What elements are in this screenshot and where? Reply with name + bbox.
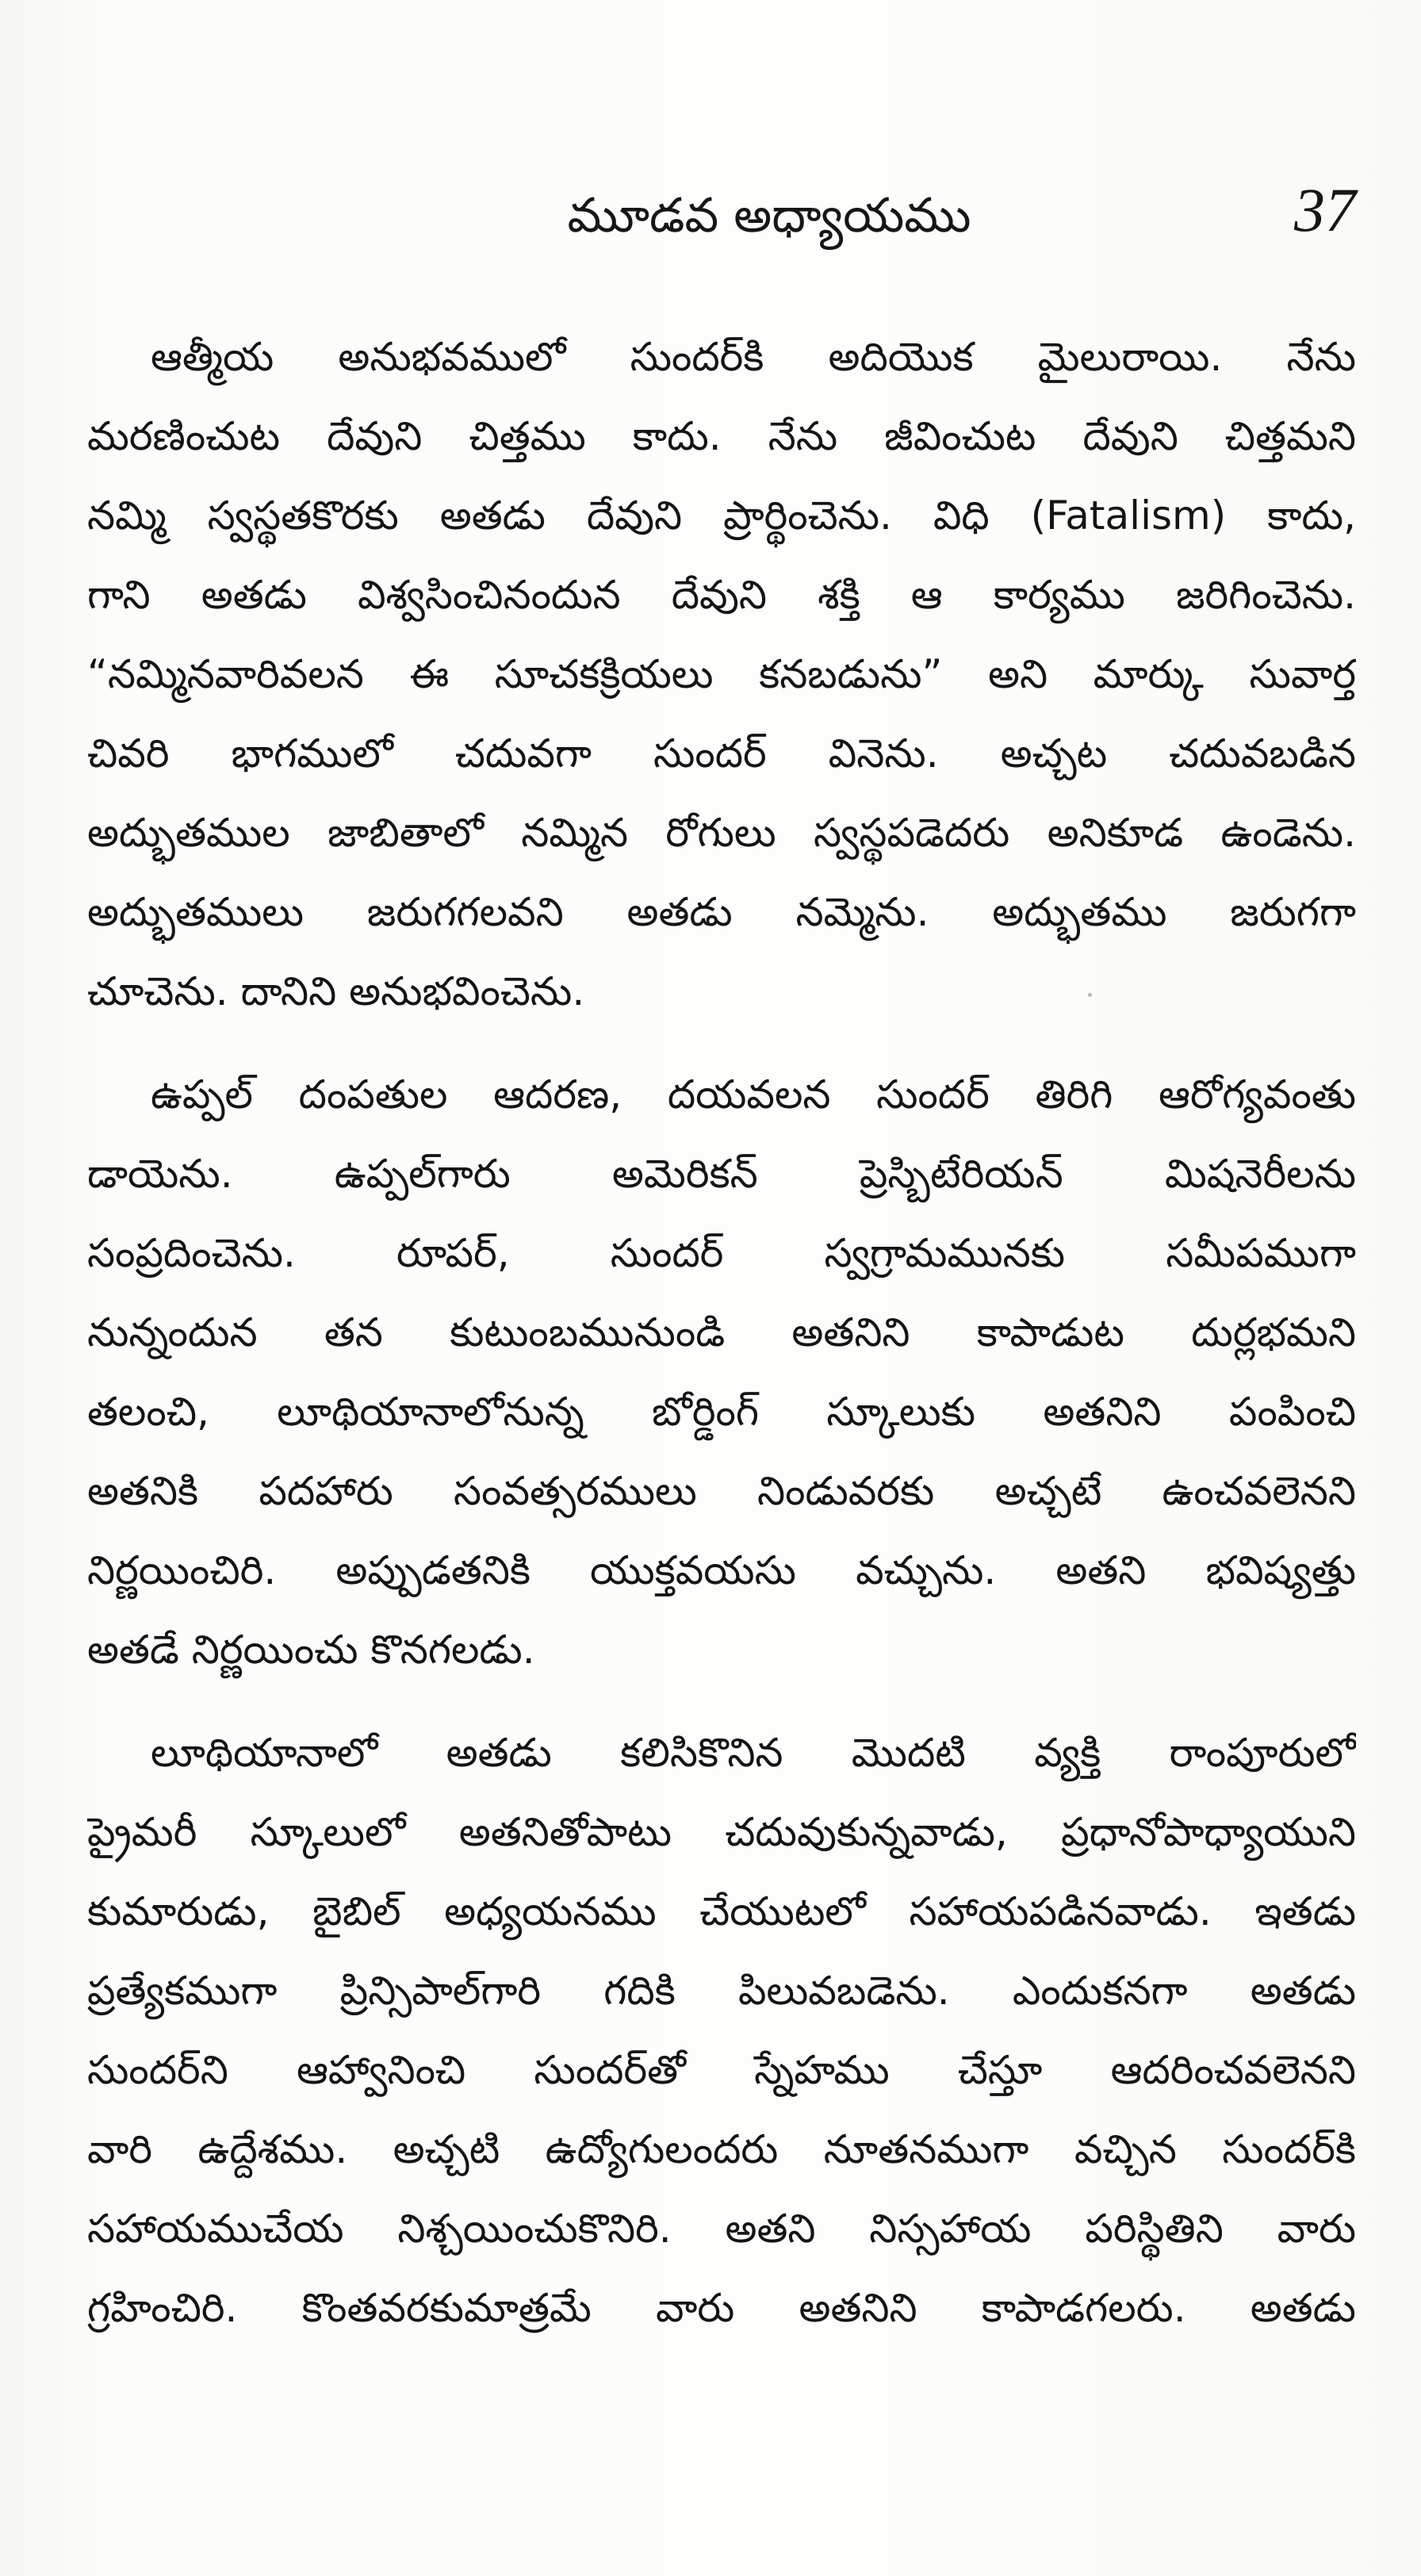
paragraph-1 [87,317,1356,1031]
paragraph-3 [87,1713,1356,2348]
text-line: చివరి భాగములో చదువగా సుందర్ వినెను. అచ్చట చదువబడిన [87,730,1356,776]
text-line: వారి ఉద్దేశము. అచ్చటి ఉద్యోగులందరు నూతనముగా వచ్చిన సుందర్‌కి [87,2126,1356,2172]
text-line: నమ్మి స్వస్థతకొరకు అతడు దేవుని ప్రార్థించెను. విధి (Fatalism) కాదు, [87,493,1356,539]
text-line: సుందర్‌ని ఆహ్వానించి సుందర్‌తో స్నేహము చేస్తూ ఆదరించవలెనని [87,2047,1356,2093]
text-line: అతడే నిర్ణయించు కొనగలడు. [87,1627,535,1673]
text-line: అతనికి పదహారు సంవత్సరములు నిండువరకు అచ్చటే ఉంచవలెనని [87,1468,1356,1514]
text-line: అద్భుతములు జరుగగలవని అతడు నమ్మెను. అద్భుతము జరుగగా [87,889,1356,935]
text-line: గ్రహించిరి. కొంతవరకుమాత్రమే వారు అతనిని కాపాడగలరు. అతడు [87,2285,1356,2331]
chapter-title: మూడవ అధ్యాయము [567,188,971,243]
text-line: ప్రైమరీ స్కూలులో అతనితోపాటు చదువుకున్నవాడు, ప్రధానోపాధ్యాయుని [87,1809,1356,1855]
text-line: “నమ్మినవారివలన ఈ సూచకక్రియలు కనబడును” అని మార్కు సువార్త [87,651,1356,697]
text-line: చూచెను. దానిని అనుభవించెను. [87,968,585,1014]
paper-speck [1088,993,1092,997]
text-line: నిర్ణయించిరి. అప్పుడతనికి యుక్తవయసు వచ్చును. అతని భవిష్యత్తు [87,1547,1356,1593]
text-line: ఉప్పల్ దంపతుల ఆదరణ, దయవలన సుందర్ తిరిగి ఆరోగ్యవంతు [151,1071,1356,1117]
running-header [87,171,1356,258]
text-line: లూథియానాలో అతడు కలిసికొనిన మొదటి వ్యక్తి రాంపూరులో [151,1730,1356,1776]
text-line: ప్రత్యేకముగా ప్రిన్సిపాల్‌గారి గదికి పిలువబడెను. ఎందుకనగా అతడు [87,1968,1356,2014]
body-text [87,317,1356,2371]
text-line: తలంచి, లూథియానాలోనున్న బోర్డింగ్ స్కూలుకు అతనిని పంపించి [87,1389,1356,1435]
paragraph-2 [87,1055,1356,1689]
text-line: గాని అతడు విశ్వసించినందున దేవుని శక్తి ఆ కార్యము జరిగించెను. [87,572,1356,618]
text-line: సహాయముచేయ నిశ్చయించుకొనిరి. అతని నిస్సహాయ పరిస్థితిని వారు [87,2206,1356,2252]
text-line: మరణించుట దేవుని చిత్తము కాదు. నేను జీవించుట దేవుని చిత్తమని [87,413,1356,459]
text-line: ఆత్మీయ అనుభవములో సుందర్‌కి అదియొక మైలురాయి. నేను [151,334,1356,380]
text-line: నున్నందున తన కుటుంబమునుండి అతనిని కాపాడుట దుర్లభమని [87,1309,1356,1355]
text-line: అద్భుతముల జాబితాలో నమ్మిన రోగులు స్వస్థపడెదరు అనికూడ ఉండెను. [87,810,1356,856]
text-line: సంప్రదించెను. రూపర్, సుందర్ స్వగ్రామమునకు సమీపముగా [87,1230,1356,1276]
page-number: 37 [1294,175,1356,244]
text-line: డాయెను. ఉప్పల్‌గారు అమెరికన్ ప్రెస్బిటేరియన్ మిషనెరీలను [87,1151,1356,1197]
text-line: కుమారుడు, బైబిల్ అధ్యయనము చేయుటలో సహాయపడినవాడు. ఇతడు [87,1888,1356,1934]
